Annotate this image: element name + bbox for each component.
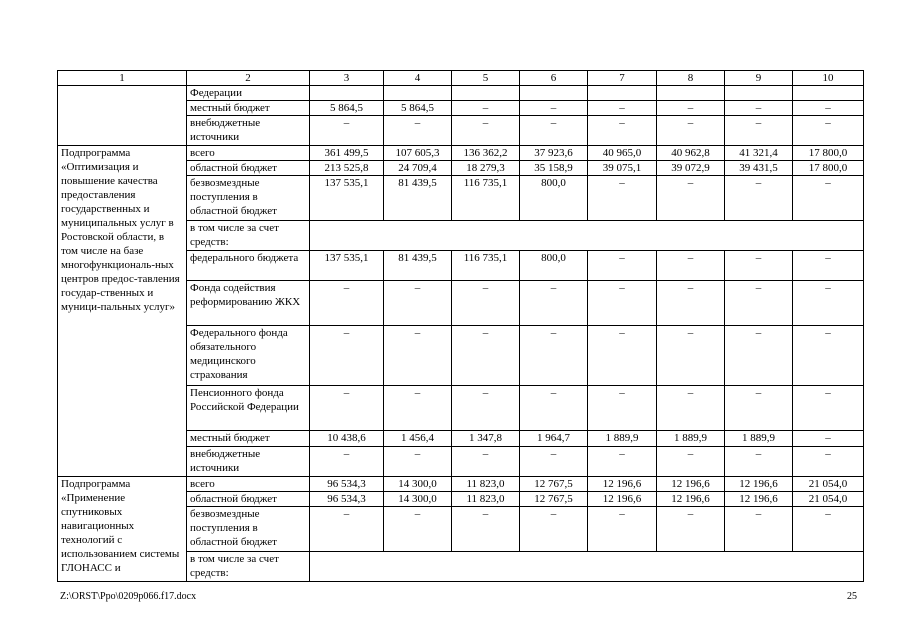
program-name-cell: Подпрограмма «Оптимизация и повышение качества предоставления государственных и муниципальных услуг в Ростовской области, в том числе на базе многофункциональ-ных центров предос-тавления государ-ственных и муници-пальных услуг» [58, 146, 187, 477]
header-cell: 4 [384, 71, 452, 86]
value-cell: 1 347,8 [452, 431, 520, 447]
funding-source-label: Федерального фонда обязательного медицинского страхования [187, 326, 310, 386]
value-cell: 17 800,0 [793, 161, 864, 176]
value-cell: 1 456,4 [384, 431, 452, 447]
value-cell: – [725, 447, 793, 477]
value-cell: 18 279,3 [452, 161, 520, 176]
value-cell: 12 196,6 [657, 477, 725, 492]
value-cell: – [452, 507, 520, 552]
value-cell: – [310, 386, 384, 431]
funding-source-label: федерального бюджета [187, 251, 310, 281]
value-cell: 35 158,9 [520, 161, 588, 176]
value-cell: 40 962,8 [657, 146, 725, 161]
funding-source-label: областной бюджет [187, 492, 310, 507]
value-cell: 96 534,3 [310, 492, 384, 507]
value-cell: – [520, 281, 588, 326]
value-cell: – [588, 101, 657, 116]
value-cell: – [793, 386, 864, 431]
value-cell [793, 86, 864, 101]
funding-source-label: внебюджетные источники [187, 116, 310, 146]
value-cell: 136 362,2 [452, 146, 520, 161]
value-cell: 12 767,5 [520, 477, 588, 492]
value-cell: – [725, 326, 793, 386]
value-cell: – [520, 101, 588, 116]
value-cell [725, 86, 793, 101]
value-cell: 39 075,1 [588, 161, 657, 176]
value-cell: – [384, 281, 452, 326]
value-cell: – [384, 386, 452, 431]
value-cell: 1 889,9 [657, 431, 725, 447]
funding-source-label: всего [187, 477, 310, 492]
value-cell: – [310, 116, 384, 146]
header-cell: 1 [58, 71, 187, 86]
value-cell: 137 535,1 [310, 176, 384, 221]
value-cell: – [452, 326, 520, 386]
program-name-cell: Подпрограмма «Применение спутниковых навигационных технологий с использованием системы ГЛОНАСС и [58, 477, 187, 582]
value-cell: – [310, 447, 384, 477]
value-cell: – [588, 447, 657, 477]
value-cell: 37 923,6 [520, 146, 588, 161]
value-cell: – [384, 447, 452, 477]
value-cell [520, 86, 588, 101]
value-cell: 81 439,5 [384, 176, 452, 221]
value-cell [657, 86, 725, 101]
empty-value-span [310, 552, 864, 582]
value-cell: – [588, 507, 657, 552]
funding-source-label: безвозмездные поступления в областной бюджет [187, 507, 310, 552]
value-cell: – [657, 281, 725, 326]
funding-source-label: внебюджетные источники [187, 447, 310, 477]
value-cell: 116 735,1 [452, 251, 520, 281]
value-cell: 14 300,0 [384, 477, 452, 492]
value-cell: 21 054,0 [793, 492, 864, 507]
value-cell: – [793, 281, 864, 326]
value-cell [452, 86, 520, 101]
value-cell: 24 709,4 [384, 161, 452, 176]
value-cell: – [793, 326, 864, 386]
header-cell: 5 [452, 71, 520, 86]
value-cell: – [310, 507, 384, 552]
value-cell: – [588, 116, 657, 146]
funding-source-label: в том числе за счет средств: [187, 552, 310, 582]
value-cell: – [452, 116, 520, 146]
value-cell: – [384, 326, 452, 386]
value-cell: 81 439,5 [384, 251, 452, 281]
value-cell: 361 499,5 [310, 146, 384, 161]
value-cell: 800,0 [520, 251, 588, 281]
value-cell: – [657, 101, 725, 116]
value-cell: – [588, 386, 657, 431]
table-row [58, 477, 864, 492]
funding-source-label: в том числе за счет средств: [187, 221, 310, 251]
value-cell: 11 823,0 [452, 477, 520, 492]
value-cell: – [725, 386, 793, 431]
value-cell: – [657, 386, 725, 431]
value-cell: – [793, 447, 864, 477]
value-cell [310, 86, 384, 101]
value-cell: – [588, 326, 657, 386]
budget-table [57, 70, 864, 582]
value-cell: – [793, 251, 864, 281]
value-cell [384, 86, 452, 101]
value-cell: – [310, 326, 384, 386]
header-cell: 7 [588, 71, 657, 86]
value-cell: 17 800,0 [793, 146, 864, 161]
empty-value-span [310, 221, 864, 251]
value-cell: 5 864,5 [384, 101, 452, 116]
value-cell: – [520, 116, 588, 146]
value-cell: 12 196,6 [725, 492, 793, 507]
value-cell: 39 431,5 [725, 161, 793, 176]
table-row [58, 146, 864, 161]
value-cell: 12 196,6 [588, 477, 657, 492]
value-cell: 1 889,9 [588, 431, 657, 447]
value-cell: 96 534,3 [310, 477, 384, 492]
value-cell: 41 321,4 [725, 146, 793, 161]
value-cell: 137 535,1 [310, 251, 384, 281]
value-cell: – [657, 251, 725, 281]
value-cell: 12 196,6 [725, 477, 793, 492]
value-cell: 116 735,1 [452, 176, 520, 221]
funding-source-label: всего [187, 146, 310, 161]
header-cell: 8 [657, 71, 725, 86]
value-cell: 107 605,3 [384, 146, 452, 161]
value-cell: 1 964,7 [520, 431, 588, 447]
header-cell: 9 [725, 71, 793, 86]
value-cell: – [384, 507, 452, 552]
value-cell: – [452, 386, 520, 431]
value-cell: – [725, 101, 793, 116]
value-cell: 10 438,6 [310, 431, 384, 447]
value-cell: – [588, 251, 657, 281]
value-cell: – [310, 281, 384, 326]
value-cell [588, 86, 657, 101]
value-cell: – [588, 176, 657, 221]
value-cell: – [520, 386, 588, 431]
value-cell: – [657, 326, 725, 386]
value-cell: 5 864,5 [310, 101, 384, 116]
value-cell: – [520, 447, 588, 477]
value-cell: – [725, 116, 793, 146]
value-cell: 39 072,9 [657, 161, 725, 176]
header-cell: 10 [793, 71, 864, 86]
value-cell: – [725, 176, 793, 221]
funding-source-label: безвозмездные поступления в областной бюджет [187, 176, 310, 221]
table-row [58, 86, 864, 101]
value-cell: 1 889,9 [725, 431, 793, 447]
value-cell: – [520, 326, 588, 386]
value-cell: – [452, 101, 520, 116]
page-number: 25 [847, 591, 857, 602]
value-cell: – [793, 101, 864, 116]
funding-source-label: Пенсионного фонда Российской Федерации [187, 386, 310, 431]
value-cell: – [657, 176, 725, 221]
value-cell: 800,0 [520, 176, 588, 221]
value-cell: – [793, 431, 864, 447]
value-cell: 21 054,0 [793, 477, 864, 492]
value-cell: – [793, 507, 864, 552]
value-cell: 213 525,8 [310, 161, 384, 176]
footer-file-path: Z:\ORST\Ppo\0209p066.f17.docx [60, 591, 197, 602]
header-cell: 3 [310, 71, 384, 86]
value-cell: 12 767,5 [520, 492, 588, 507]
value-cell: 40 965,0 [588, 146, 657, 161]
value-cell: 12 196,6 [588, 492, 657, 507]
value-cell: – [588, 281, 657, 326]
funding-source-label: местный бюджет [187, 101, 310, 116]
header-cell: 2 [187, 71, 310, 86]
value-cell: 14 300,0 [384, 492, 452, 507]
header-row [58, 71, 864, 86]
funding-source-label: областной бюджет [187, 161, 310, 176]
value-cell: 12 196,6 [657, 492, 725, 507]
value-cell: – [657, 447, 725, 477]
value-cell: – [793, 176, 864, 221]
table-body [58, 86, 864, 582]
value-cell: – [725, 507, 793, 552]
header-cell: 6 [520, 71, 588, 86]
value-cell: – [452, 447, 520, 477]
value-cell: – [725, 281, 793, 326]
funding-source-label: Фонда содействия реформированию ЖКХ [187, 281, 310, 326]
value-cell: 11 823,0 [452, 492, 520, 507]
value-cell: – [657, 116, 725, 146]
funding-source-label: местный бюджет [187, 431, 310, 447]
program-name-cell [58, 86, 187, 146]
value-cell: – [520, 507, 588, 552]
funding-source-label: Федерации [187, 86, 310, 101]
value-cell: – [725, 251, 793, 281]
value-cell: – [657, 507, 725, 552]
value-cell: – [384, 116, 452, 146]
value-cell: – [793, 116, 864, 146]
value-cell: – [452, 281, 520, 326]
